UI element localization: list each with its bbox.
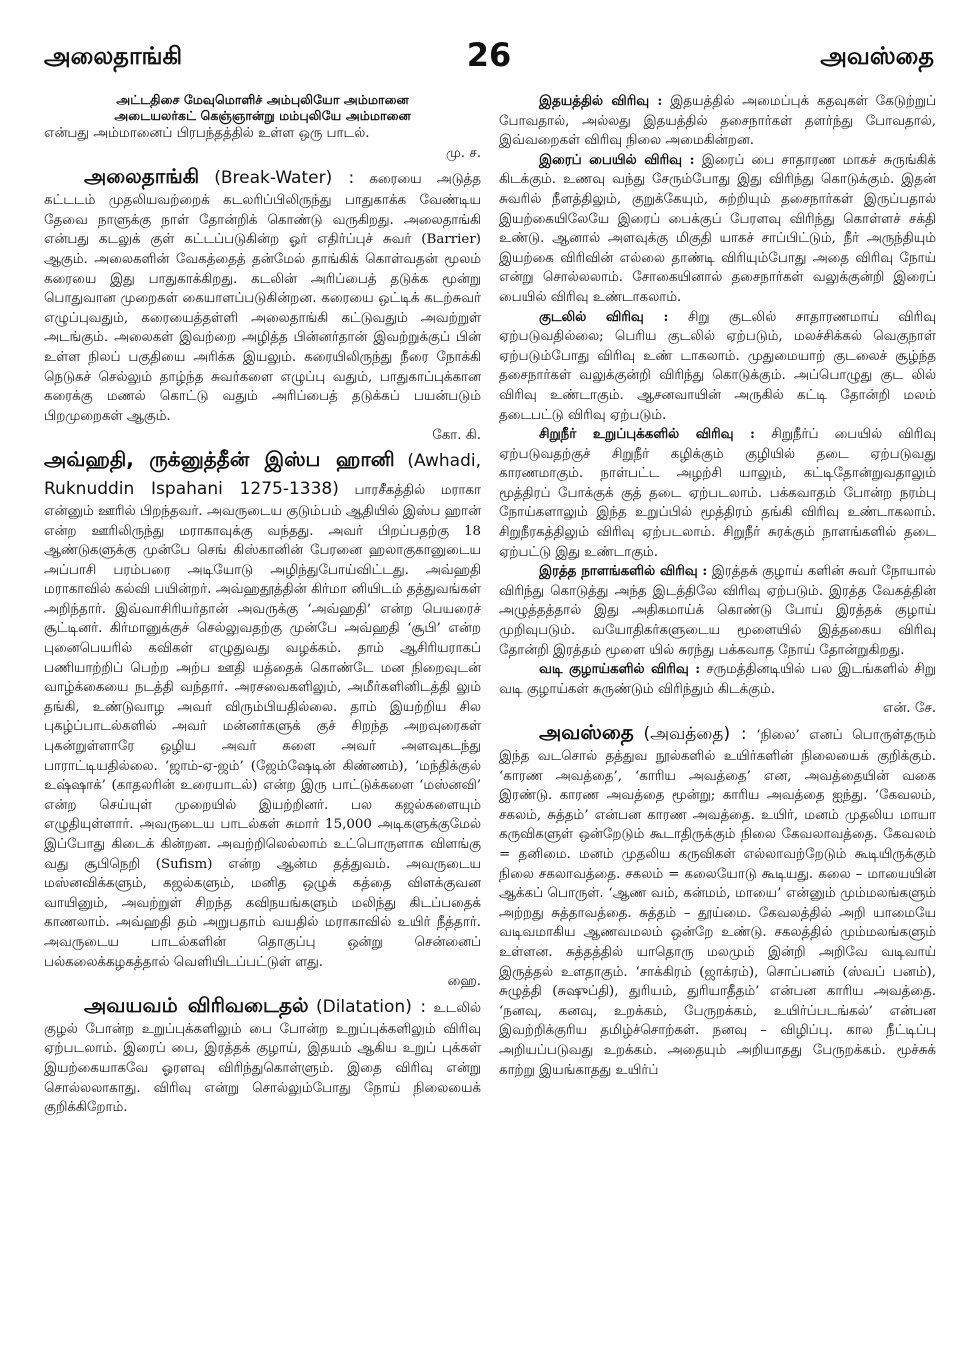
entry-heading-alt: (அவத்தை) : [643,724,747,744]
entry-body: கரையை அடுத்த கட்டடம் முதலியவற்றைக் கடலரிப்பிலிருந்து பாதுகாக்க வேண்டிய தேவை நாளுக்கு நாள் தோன்றிக் கொண்டு வருகிறது. அலைதாங்கி என்பது கடலுக் குள் கட்டப்படுகின்ற ஓர் எதிர்ப்புச் சுவர் (Barrier) ஆகும். அலைகளின் வேகத்தைத் தன்மேல் தாங்கிக் கொள்வதன் மூலம் கரையை இது பாதுகாக்கிறது. கடலின் அரிப்பைத் தடுக்க மூன்று பொதுவான முறைகள் கையாளப்படுகின்றன. கரையை ஒட்டிக் கடற்சுவர் எழுப்புவதும், கரையைத்தள்ளி அலைதாங்கி கட்டுவதும் அவற்றுள் அடங்கும். அலைகள் இவற்றை அழித்த பின்னர்தான் இவற்றுக்குப் பின் உள்ள நிலப் பகுதியை அரிக்க இயலும். கரையிலிருந்து நீரை நோக்கி நெடுகச் செல்லும் தாழ்ந்த சுவர்களை எழுப்பு வதும், பாதுகாப்புக்கான கரைக்கு மணல் கொட்டு வதும் அரிப்பைத் தடுக்கப் பயன்படும் பிறமுறைகள் ஆகும். [44,172,481,424]
subsection-ducts [499,660,936,699]
header-right-keyword: அவஸ்தை [820,42,934,70]
subsection-body: சிறு குடலில் சாதாரணமாய் விரிவு ஏற்படுவதில்லை; பெரிய குடலில் ஏற்படும், மலச்சிக்கல் வெகுநாள் ஏற்படும்போது விரிவு உண் டாகலாம். முதுமையாற் குடலைச் சூழ்ந்த தசைநார்கள் வலுக்குன்றி விரிந்து கொடுக்கும். அப்பொழுது குட லில் விரிவு உண்டாகும். ஆசனவாயின் அருகில் கட்டி தோன்றி மலம் தடைபட்டு விரிவு ஏற்படும். [499,309,936,423]
left-column [44,92,481,1352]
subsection-title: சிறுநீர் உறுப்புக்களில் விரிவு : [539,426,755,443]
subsection-blood-vessels [499,562,936,660]
subsection-title: குடலில் விரிவு : [539,308,669,325]
author-signature: ஹை. [447,974,481,990]
verse-note: என்பது அம்மானைப் பிரபந்தத்தில் உள்ள ஒரு பாடல். [44,126,370,141]
entry-body: பாரசீகத்தில் மராகா என்னும் ஊரில் பிறந்தவர். அவருடைய குடும்பம் ஆதியில் இஸ்ப ஹான் என்ற ஊரிலிருந்து மராகாவுக்கு வந்தது. அவர் பிறப்பதற்கு 18 ஆண்டுகளுக்கு முன்பே செங் கிஸ்கானின் பேரனை ஹலாகுகானுடைய அப்பாசி பரம்பரை அடியோடு அழிந்துபோய்விட்டது. அவ்ஹதி மராகாவில் கல்வி பயின்றர். அவ்ஹதூத்தின் கிர்மா னியிடம் தத்துவங்கள் அறிந்தார். இவ்வாசிரியர்தான் அவருக்கு ‘அவ்ஹதி’ என்ற பெயரைச் சூட்டினர். கிர்மானுக்குச் செல்லுவதற்கு முன்பே அவ்ஹதி ‘சூபி’ என்ற புனைபெயரில் கவிகள் எழுதுவது வழக்கம். தாம் ஆசிரியராகப் பணியாற்றிப் பெற்ற அற்ப ஊதி யத்தைக் கொண்டே மன நிறைவுடன் வாழ்க்கையை நடத்தி வந்தார். அரசவைகளிலும், அமீர்களினிடத்தி லும் தங்கி, உண்டுவாழ அவர் விரும்பியதில்லை. தாம் இயற்றிய சில புகழ்ப்பாடல்களில் அவர் மன்னர்களுக் குச் சிறந்த அறவுரைகள் புகன்றுள்ளாரே ஒழிய அவர் களை அவர் அளவுகடந்து பாராட்டியதில்லை. ‘ஜாம்-ஏ-ஜம்’ (ஜேம்ஷேடின் கிண்ணம்), ‘மந்திக்குல் உஷ்ஷாக்’ (காதலரின் உரையாடல்) என்ற இரு பாட்டுக்களை ‘மஸ்னவி’ என்ற செய்யுள் முறையில் இயற்றினர். பல கஜல்களையும் எழுதியுள்ளார். அவருடைய பாடல்கள் சுமார் 15,000 அடிகளுக்குமேல் இப்போது கிடைக் கின்றன. அவற்றிலெல்லாம் உட்பொருளாக விளங்கு வது சூபிநெறி (Sufism) என்ற ஆன்ம தத்துவம். அவருடைய மஸ்னவிக்களும், கஜல்களும், மனித ஒழுக் கத்தை விளக்குவன வாயினும், அவற்றுள் சிறந்த கவிநயங்களும் மலிந்து கிடப்பதைக் காணலாம். அவ்ஹதி தம் அறுபதாம் வயதில் மராகாவில் உயிர் நீத்தார். அவருடைய பாடல்களின் தொகுப்பு ஒன்று சென்னைப் பல்கலைக்கழகத்தால் வெளியிடப்பட்டுள் ளது. [44,482,481,970]
page-number: 26 [466,36,512,74]
subsection-body: சிறுநீர்ப் பையில் விரிவு ஏற்படுவதற்குச் சிறுநீர் கழிக்கும் குழியில் தடை ஏற்படுவது காரணமாகும். நாள்பட்ட அழற்சி யாலும், கட்டிதோன்றுவதாலும் மூத்திரப் போக்குக் குத் தடை ஏற்படலாம். பக்கவாதம் போன்ற நரம்பு நோய்களாலும் இந்த உறுப்பில் மூத்திரம் தங்கி விரிவு உண்டாகலாம். சிறுநீரகத்திலும் விரிவு ஏற்படலாம். சிறுநீர் சுரக்கும் நாளங்களில் தடை ஏற்பட்டு இது உண்டாகும். [499,427,936,560]
header-left-keyword: அலைதாங்கி [44,42,183,70]
subsection-intestine [499,308,936,426]
subsection-title: வடி குழாய்களில் விரிவு : [539,661,701,678]
subsection-body: சருமத்தினடியில் பல இடங்களில் சிறு வடி குழாய்கள் சுருண்டும் விரிந்தும் கிடக்கும். [499,662,936,697]
subsection-title: இரத்த நாளங்களில் விரிவு : [539,563,708,580]
entry-break-water [44,163,481,426]
text-columns [44,92,936,1352]
entry-avasthai [499,719,936,1080]
entry-dilatation [44,992,481,1118]
author-signature: மு. ச. [445,145,481,161]
entry-heading: அலைதாங்கி [84,164,200,189]
entry-heading: அவ்ஹதி, ருக்னுத்தீன் இஸ்ப ஹானி [44,446,395,471]
subsection-urinary [499,425,936,562]
subsection-title: இதயத்தில் விரிவு : [539,93,663,109]
entry-body: ‘நிலை’ எனப் பொருள்தரும் இந்த வடசொல் தத்துவ நூல்களில் உயிர்களின் நிலையைக் குறிக்கும். ‘காரண அவத்தை’, ‘காரிய அவத்தை’ என, அவத்தையின் வகை இரண்டு. காரண அவத்தை மூன்று; காரிய அவத்தை ஐந்து. ‘கேவலம், சகலம், சுத்தம்’ என்பன காரண அவத்தை. உயிர், மனம் முதலிய மாயா கருவிகளுள் ஒன்றேடும் கூடாதிருக்கும் நிலை கேவலாவத்தை. கேவலம் = தனிமை. மனம் முதலிய கருவிகள் எல்லாவற்றேடும் கூடியிருக்கும் நிலை சகலாவத்தை. சகலம் = கலையோடு கூடியது. கலை – மாயையின் ஆக்கப் பொருள். ‘ஆண வம், கன்மம், மாயை’ என்னும் மும்மலங்களும் அற்றது சுத்தாவத்தை. சுத்தம் – தூய்மை. கேவலத்தில் அறி யாமையே வடிவமாகிய ஆணவமலம் ஒன்றே உண்டு. சகலத்தில் மும்மலங்களும் உள்ளன. சுத்தத்தில் யாதொரு மலமும் இன்றி அறிவே வடிவாய் இருத்தல் உளதாகும். ‘சாக்கிரம் (ஜாக்ரம்), சொப்பனம் (ஸ்வப் பனம்), சுழுத்தி (சுஷுப்தி), துரியம், துரியாதீதம்’ என்பன காரிய அவத்தை. ‘நனவு, கனவு, உறக்கம், பேருறக்கம், உயிர்ப்படங்கல்’ என்பன இவற்றிக்குரிய தமிழ்ச்சொற்கள். நனவு – விழிப்பு. கால நீட்டிப்பு அறியப்படுவது உறக்கம். அதையும் அறியாதது பேருறக்கம். மூச்சுக் காற்று இயங்காதது உயிர்ப் [499,728,936,1078]
right-column [499,92,936,1352]
author-signature: என். சே. [882,701,936,717]
subsection-body: இதயத்தில் அமைப்புக் கதவுகள் கேடுற்றுப் போவதால், அல்லது இதயத்தில் தசைநார்கள் தளர்ந்து போவதால், இவ்வறைகள் விரிவு நிலை அமைகின்றன. [499,94,936,149]
entry-heading-english: (Awhadi, Ruknuddin Ispahani 1275-1338) [44,450,481,499]
subsection-heart [499,92,936,151]
entry-heading: அவயவம் விரிவடைதல் [84,992,309,1017]
entry-body: உடலில் குழல் போன்ற உறுப்புக்களிலும் பை போன்ற உறுப்புக்களிலும் விரிவு ஏற்படலாம். இரைப் பை, இரத்தக் குழாய், இதயம் ஆகிய உறுப் புக்கள் இயற்கையாகவே ஓரளவு விரிந்துகொள்ளும். இதை விரிவு என்று சொல்லலாகாது. விரிவு என்று சொல்லும்போது நோய் நிலையைக் குறிக்கிறோம். [44,1000,481,1116]
entry-heading-english: (Dilatation) : [315,996,427,1017]
verse-line: அடையலர்கட் கெஞ்ஞான்று மம்புலியே அம்மானை [114,108,411,123]
subsection-body: இரைப் பை சாதாரண மாகச் சுருங்கிக் கிடக்கும். உணவு வந்து சேரும்போது இது விரிந்து கொடுக்கும். இதன் சுவரில் நீளத்திலும், குறுக்கேயும், சுற்றியும் தசைநார்கள் இருப்பதால் இயற்கையிலேயே இரைப் பைக்குப் பேரளவு விரிந்து கொள்ளச் சக்தி உண்டு. ஆனால் அளவுக்கு மிகுதி யாகச் சாப்பிட்டும், நீர் அருந்தியும் இயற்கை விரிவின் எல்லை தாண்டி விரியும்போது அதை விரிவு நோய் என்று சொல்லலாம். சோகையினால் தசைநார்கள் வலுக்குன்றி இரைப் பையில் விரிவு உண்டாகலாம். [499,152,936,305]
verse-line: அட்டதிசை மேவுமொளிச் அம்புலியோ அம்மானை [116,92,409,107]
entry-heading-english: (Break-Water) : [214,168,355,189]
running-header [44,36,934,82]
subsection-title: இரைப் பையில் விரிவு : [539,151,695,168]
entry-awhadi [44,446,481,972]
author-signature: கோ. கி. [432,428,481,444]
subsection-body: இரத்தக் குழாய் களின் சுவர் நோயால் விரிந்து கொடுத்து அந்த இடத்திலே விரிவு ஏற்படும். இரத்த வேகத்தின் அழுத்தத்தால் இது அதிகமாய்க் கொண்டு போய் இரத்தக் குழாய் முறிவுபடும். வயோதிகர்களுடைய மூளையில் இத்தகைய விரிவு தோன்றி இரத்தம் மூளை யில் சுரந்து பக்கவாத நோய் தோன்றுகிறது. [499,564,936,658]
entry-heading: அவஸ்தை [539,720,634,744]
subsection-stomach [499,151,936,308]
